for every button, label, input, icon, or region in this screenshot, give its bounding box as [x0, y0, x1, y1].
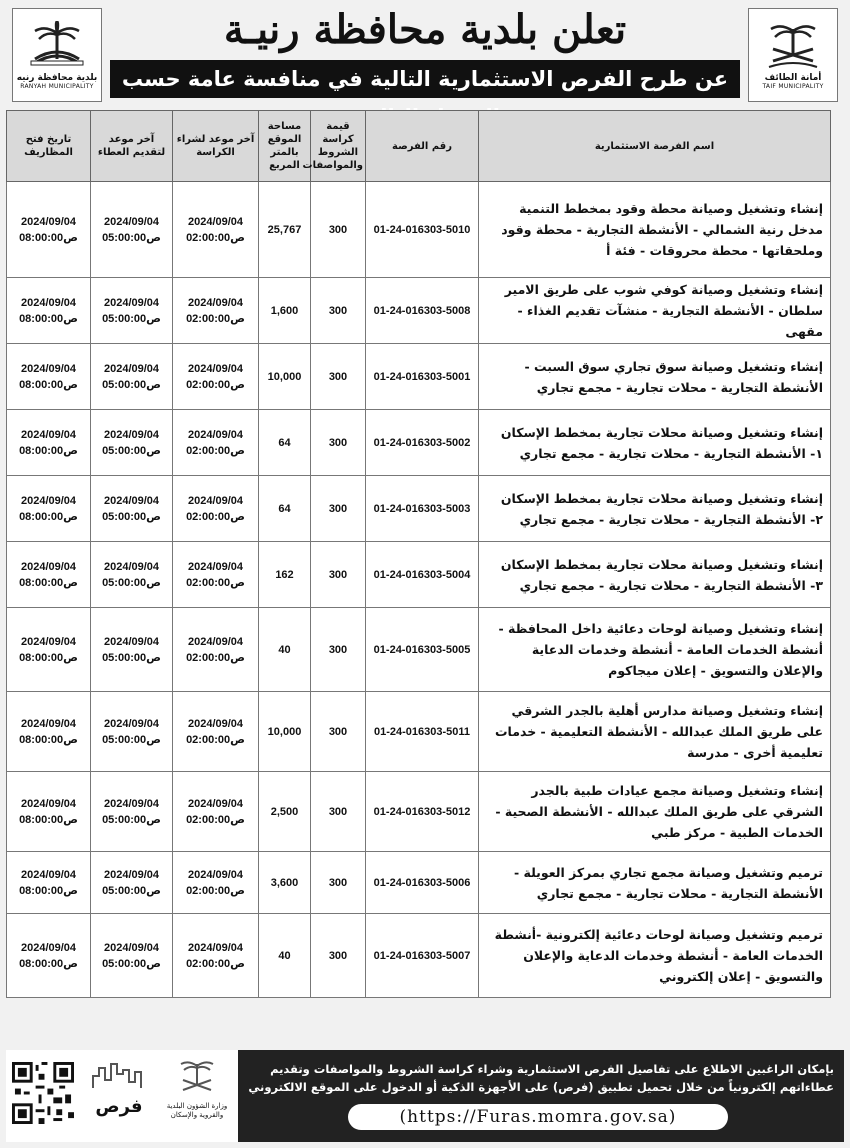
last-purchase-date: [173, 852, 259, 914]
last-purchase-date-time: 02:00:00ص: [186, 884, 245, 897]
opportunity-number: 01-24-016303-5007: [366, 914, 479, 998]
footer-line-1: بإمكان الراغبين الاطلاع على تفاصيل الفرص الاستثمارية وشراء كراسة الشروط والمواصفات وتقديم: [270, 1062, 834, 1076]
opportunity-name: إنشاء وتشغيل وصيانة سوق تجاري سوق السبت - الأنشطة التجارية - محلات تجارية - مجمع تجاري: [479, 344, 831, 410]
envelope-opening-date: [7, 182, 91, 278]
site-area: 162: [259, 542, 311, 608]
site-area: 40: [259, 914, 311, 998]
header-number: رقم الفرصة: [366, 111, 479, 182]
page-subtitle: عن طرح الفرص الاستثمارية التالية في منافسة عامة حسب: [110, 60, 740, 98]
last-submission-date-date: 2024/09/04: [103, 362, 160, 375]
envelope-opening-date-time: 08:00:00ص: [19, 651, 78, 664]
palm-swords-emblem-icon: [27, 21, 87, 71]
last-submission-date-time: 05:00:00ص: [102, 733, 161, 746]
last-submission-date-time: 05:00:00ص: [102, 884, 161, 897]
last-submission-date-date: 2024/09/04: [103, 428, 160, 441]
last-submission-date-date: 2024/09/04: [103, 560, 160, 573]
opportunity-number: 01-24-016303-5002: [366, 410, 479, 476]
header-last-purchase: آخر موعد لشراء الكراسة: [173, 111, 259, 182]
opportunity-number: 01-24-016303-5006: [366, 852, 479, 914]
opportunity-number: 01-24-016303-5001: [366, 344, 479, 410]
last-purchase-date: [173, 344, 259, 410]
last-submission-date-date: 2024/09/04: [103, 296, 160, 309]
envelope-opening-date-date: 2024/09/04: [20, 797, 77, 810]
envelope-opening-date: [7, 278, 91, 344]
site-area: 10,000: [259, 692, 311, 772]
ranyah-municipality-logo: [12, 8, 102, 102]
envelope-opening-date-date: 2024/09/04: [20, 296, 77, 309]
site-area: 1,600: [259, 278, 311, 344]
qr-code-icon: [12, 1062, 74, 1124]
envelope-opening-date-date: 2024/09/04: [20, 362, 77, 375]
last-submission-date: [91, 344, 173, 410]
table-row: [7, 182, 831, 278]
envelope-opening-date-time: 08:00:00ص: [19, 813, 78, 826]
opportunity-number: 01-24-016303-5005: [366, 608, 479, 692]
envelope-opening-date: [7, 692, 91, 772]
last-purchase-date: [173, 608, 259, 692]
envelope-opening-date: [7, 410, 91, 476]
ranyah-logo-en: RANYAH MUNICIPALITY: [20, 82, 94, 90]
last-purchase-date: [173, 772, 259, 852]
last-purchase-date-date: 2024/09/04: [187, 560, 244, 573]
last-purchase-date-time: 02:00:00ص: [186, 444, 245, 457]
booklet-price: 300: [311, 852, 366, 914]
last-purchase-date-time: 02:00:00ص: [186, 312, 245, 325]
last-submission-date: [91, 542, 173, 608]
last-purchase-date-date: 2024/09/04: [187, 362, 244, 375]
footer-instructions: [244, 1060, 834, 1096]
envelope-opening-date: [7, 772, 91, 852]
last-submission-date-time: 05:00:00ص: [102, 510, 161, 523]
footer-line-2: عطاءاتهم إلكترونياً من خلال تحميل تطبيق (فرص) على الأجهزة الذكية أو الدخول على الموقع الالكتروني: [248, 1080, 834, 1094]
last-purchase-date-time: 02:00:00ص: [186, 378, 245, 391]
last-purchase-date-time: 02:00:00ص: [186, 576, 245, 589]
opportunity-number: 01-24-016303-5004: [366, 542, 479, 608]
envelope-opening-date-date: 2024/09/04: [20, 560, 77, 573]
site-area: 10,000: [259, 344, 311, 410]
last-purchase-date-time: 02:00:00ص: [186, 957, 245, 970]
last-purchase-date-time: 02:00:00ص: [186, 231, 245, 244]
ministry-logo: [166, 1058, 228, 1134]
last-submission-date-time: 05:00:00ص: [102, 651, 161, 664]
furas-skyline-icon: [89, 1058, 149, 1092]
last-submission-date-time: 05:00:00ص: [102, 312, 161, 325]
last-submission-date-time: 05:00:00ص: [102, 957, 161, 970]
opportunity-name: ترميم وتشغيل وصيانة مجمع تجاري بمركز العويلة - الأنشطة التجارية - محلات تجارية - مجمع تجاري: [479, 852, 831, 914]
last-purchase-date-date: 2024/09/04: [187, 797, 244, 810]
ranyah-logo-ar: بلدية محافظة رنيه: [16, 72, 98, 83]
furas-website-link[interactable]: (https://Furas.momra.gov.sa): [348, 1104, 728, 1130]
taif-logo-ar: أمانة الطائف: [764, 72, 822, 83]
table-row: [7, 914, 831, 998]
envelope-opening-date-time: 08:00:00ص: [19, 957, 78, 970]
taif-logo-en: TAIF MUNICIPALITY: [762, 82, 824, 90]
last-submission-date: [91, 914, 173, 998]
booklet-price: 300: [311, 542, 366, 608]
envelope-opening-date-time: 08:00:00ص: [19, 444, 78, 457]
last-purchase-date: [173, 914, 259, 998]
envelope-opening-date-time: 08:00:00ص: [19, 510, 78, 523]
last-purchase-date: [173, 692, 259, 772]
header: [6, 6, 844, 104]
last-submission-date-time: 05:00:00ص: [102, 231, 161, 244]
header-name: اسم الفرصة الاستثمارية: [479, 111, 831, 182]
envelope-opening-date: [7, 852, 91, 914]
opportunity-number: 01-24-016303-5011: [366, 692, 479, 772]
opportunity-name: إنشاء وتشغيل وصيانة محلات تجارية بمخطط الإسكان ٢- الأنشطة التجارية - محلات تجارية - مجمع تجاري: [479, 476, 831, 542]
last-purchase-date-date: 2024/09/04: [187, 494, 244, 507]
envelope-opening-date-time: 08:00:00ص: [19, 312, 78, 325]
furas-logo-text: فرص: [95, 1096, 143, 1117]
booklet-price: 300: [311, 692, 366, 772]
opportunities-table-wrap: [6, 110, 830, 998]
table-row: [7, 692, 831, 772]
booklet-price: 300: [311, 182, 366, 278]
last-purchase-date-date: 2024/09/04: [187, 215, 244, 228]
footer: [6, 1050, 844, 1142]
last-submission-date-date: 2024/09/04: [103, 797, 160, 810]
envelope-opening-date: [7, 476, 91, 542]
last-submission-date-date: 2024/09/04: [103, 941, 160, 954]
last-purchase-date: [173, 410, 259, 476]
envelope-opening-date-date: 2024/09/04: [20, 941, 77, 954]
table-header-row: [7, 111, 831, 182]
envelope-opening-date-time: 08:00:00ص: [19, 576, 78, 589]
last-purchase-date-date: 2024/09/04: [187, 868, 244, 881]
last-submission-date: [91, 852, 173, 914]
booklet-price: 300: [311, 608, 366, 692]
last-submission-date-time: 05:00:00ص: [102, 813, 161, 826]
last-submission-date: [91, 182, 173, 278]
table-row: [7, 344, 831, 410]
table-row: [7, 278, 831, 344]
last-submission-date-date: 2024/09/04: [103, 635, 160, 648]
footer-info-band: [238, 1050, 844, 1142]
header-opening: تاريخ فتح المظاريف: [7, 111, 91, 182]
last-submission-date: [91, 692, 173, 772]
site-area: 64: [259, 410, 311, 476]
opportunity-name: إنشاء وتشغيل وصيانة لوحات دعائية داخل المحافظة - أنشطة الخدمات العامة - أنشطة وخدمات الدعاية والإعلان والتسويق - إعلان ميجاكوم: [479, 608, 831, 692]
last-submission-date: [91, 410, 173, 476]
last-purchase-date-time: 02:00:00ص: [186, 813, 245, 826]
booklet-price: 300: [311, 914, 366, 998]
envelope-opening-date-time: 08:00:00ص: [19, 733, 78, 746]
last-purchase-date-time: 02:00:00ص: [186, 651, 245, 664]
ministry-logo-text: وزارة الشؤون البلدية والقروية والإسكان: [166, 1102, 228, 1119]
opportunity-number: 01-24-016303-5010: [366, 182, 479, 278]
booklet-price: 300: [311, 344, 366, 410]
opportunity-name: إنشاء وتشغيل وصيانة كوفي شوب على طريق الامير سلطان - الأنشطة التجارية - منشآت تقديم الغذاء - مقهى: [479, 278, 831, 344]
table-row: [7, 608, 831, 692]
envelope-opening-date-date: 2024/09/04: [20, 215, 77, 228]
last-submission-date: [91, 278, 173, 344]
opportunity-name: ترميم وتشغيل وصيانة لوحات دعائية إلكترونية -أنشطة الخدمات العامة - أنشطة وخدمات الدعاية والإعلان والتسويق - إعلان إلكتروني: [479, 914, 831, 998]
opportunity-number: 01-24-016303-5008: [366, 278, 479, 344]
envelope-opening-date: [7, 608, 91, 692]
opportunity-name: إنشاء وتشغيل وصيانة محلات تجارية بمخطط الإسكان ٣- الأنشطة التجارية - محلات تجارية - مجمع تجاري: [479, 542, 831, 608]
last-submission-date-time: 05:00:00ص: [102, 576, 161, 589]
envelope-opening-date-date: 2024/09/04: [20, 717, 77, 730]
furas-logo: [86, 1058, 152, 1134]
booklet-price: 300: [311, 410, 366, 476]
envelope-opening-date-time: 08:00:00ص: [19, 378, 78, 391]
envelope-opening-date: [7, 542, 91, 608]
last-submission-date: [91, 608, 173, 692]
last-submission-date: [91, 476, 173, 542]
opportunity-name: إنشاء وتشغيل وصيانة محلات تجارية بمخطط الإسكان ١- الأنشطة التجارية - محلات تجارية - مجمع تجاري: [479, 410, 831, 476]
ministry-emblem-icon: [175, 1058, 219, 1098]
last-purchase-date-date: 2024/09/04: [187, 941, 244, 954]
envelope-opening-date-date: 2024/09/04: [20, 868, 77, 881]
last-purchase-date: [173, 278, 259, 344]
header-area: مساحة الموقع بالمتر المربع: [259, 111, 311, 182]
opportunity-number: 01-24-016303-5012: [366, 772, 479, 852]
table-body: [7, 182, 831, 998]
last-submission-date-date: 2024/09/04: [103, 215, 160, 228]
last-purchase-date-date: 2024/09/04: [187, 635, 244, 648]
last-submission-date-time: 05:00:00ص: [102, 444, 161, 457]
site-area: 64: [259, 476, 311, 542]
booklet-price: 300: [311, 476, 366, 542]
last-submission-date-date: 2024/09/04: [103, 717, 160, 730]
site-area: 40: [259, 608, 311, 692]
last-purchase-date-date: 2024/09/04: [187, 296, 244, 309]
last-purchase-date: [173, 182, 259, 278]
last-purchase-date-date: 2024/09/04: [187, 717, 244, 730]
header-booklet-price: قيمة كراسة الشروط والمواصفات: [311, 111, 366, 182]
last-purchase-date-date: 2024/09/04: [187, 428, 244, 441]
last-purchase-date: [173, 476, 259, 542]
opportunity-number: 01-24-016303-5003: [366, 476, 479, 542]
last-purchase-date-time: 02:00:00ص: [186, 510, 245, 523]
opportunity-name: إنشاء وتشغيل وصيانة مدارس أهلية بالجدر الشرقي على طريق الملك عبدالله - الأنشطة التعليمية - خدمات تعليمية أخرى - مدرسة: [479, 692, 831, 772]
taif-municipality-logo: [748, 8, 838, 102]
opportunities-table: [6, 110, 831, 998]
envelope-opening-date-time: 08:00:00ص: [19, 884, 78, 897]
header-last-submission: آخر موعد لتقديم العطاء: [91, 111, 173, 182]
opportunity-name: إنشاء وتشغيل وصيانة محطة وقود بمخطط التنمية مدخل رنية الشمالي - الأنشطة التجارية - محطة وقود وملحقاتها - محطة محروقات - فئة أ: [479, 182, 831, 278]
last-purchase-date: [173, 542, 259, 608]
last-submission-date-time: 05:00:00ص: [102, 378, 161, 391]
table-row: [7, 772, 831, 852]
site-area: 25,767: [259, 182, 311, 278]
page-title: تعلن بلدية محافظة رنيـة: [223, 6, 627, 53]
last-submission-date: [91, 772, 173, 852]
site-area: 2,500: [259, 772, 311, 852]
last-submission-date-date: 2024/09/04: [103, 868, 160, 881]
site-area: 3,600: [259, 852, 311, 914]
palm-swords-emblem-icon: [763, 21, 823, 71]
envelope-opening-date-time: 08:00:00ص: [19, 231, 78, 244]
booklet-price: 300: [311, 278, 366, 344]
table-row: [7, 852, 831, 914]
table-row: [7, 542, 831, 608]
last-submission-date-date: 2024/09/04: [103, 494, 160, 507]
table-row: [7, 410, 831, 476]
envelope-opening-date-date: 2024/09/04: [20, 494, 77, 507]
envelope-opening-date-date: 2024/09/04: [20, 428, 77, 441]
booklet-price: 300: [311, 772, 366, 852]
opportunity-name: إنشاء وتشغيل وصيانة مجمع عيادات طبية بالجدر الشرقي على طريق الملك عبدالله - الأنشطة الصحية - الخدمات الطبية - مركز طبي: [479, 772, 831, 852]
envelope-opening-date: [7, 914, 91, 998]
table-row: [7, 476, 831, 542]
envelope-opening-date-date: 2024/09/04: [20, 635, 77, 648]
last-purchase-date-time: 02:00:00ص: [186, 733, 245, 746]
envelope-opening-date: [7, 344, 91, 410]
